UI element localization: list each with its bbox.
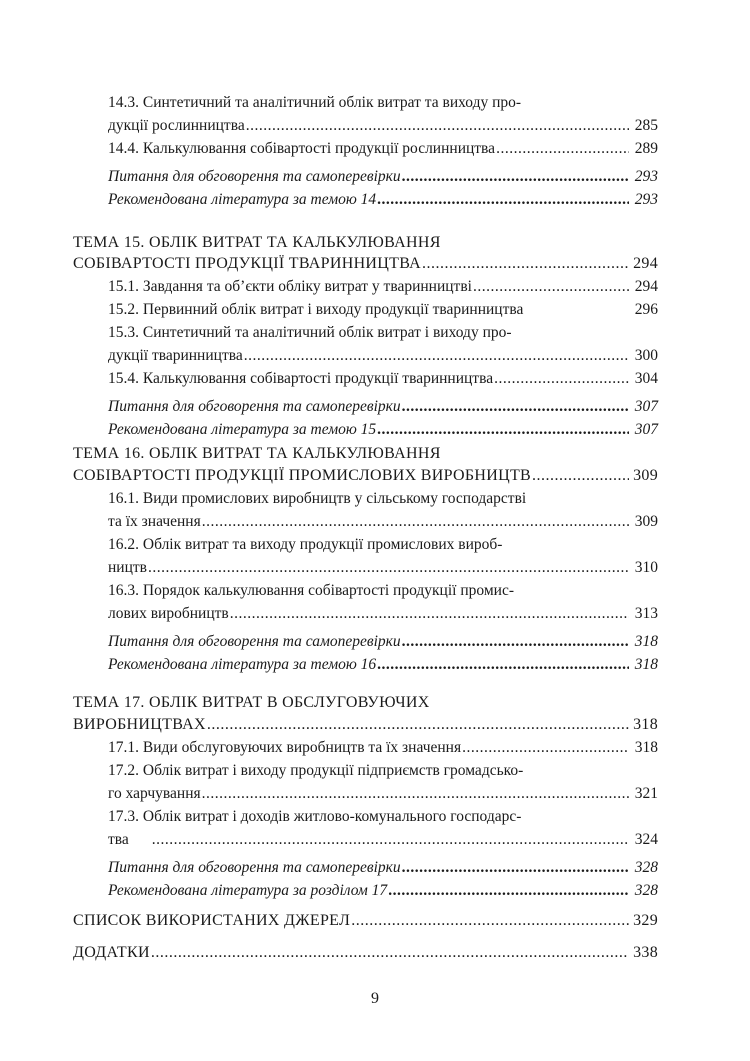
toc-entry-text: 17.1. Види обслуговуючих виробництв та їх значення [108,739,462,756]
toc-entry-17-1 [108,737,658,759]
toc-entry-17-3-line2 [108,829,658,851]
toc-theme-16-line1 [73,443,658,465]
toc-entry-text: та їх значення [108,513,201,530]
toc-page-number: 293 [634,168,658,185]
leader-dots [148,557,629,579]
toc-page-number: 328 [634,882,658,899]
toc-entry-14-3-line2 [108,115,658,137]
leader-dots [532,465,629,487]
toc-page-number: 310 [634,559,658,576]
toc-entry-text: 16.2. Облік витрат та виходу продукції промислових вироб- [108,536,503,553]
page-number: 9 [371,990,379,1007]
toc-entry-17-3-line1 [108,806,658,828]
toc-entry-text: Рекомендована література за розділом 17 [108,882,388,899]
toc-entry-text: 14.3. Синтетичний та аналітичний облік витрат та виходу про- [108,94,522,111]
leader-dots [230,603,629,625]
leader-dots [377,419,629,441]
toc-theme-16-line2 [73,465,658,487]
toc-entry-text: 17.2. Облік витрат і виходу продукції підприємств громадсько- [108,762,524,779]
leader-dots [152,829,629,851]
leader-dots [422,253,629,275]
toc-entry-text: 15.1. Завдання та об’єкти обліку витрат у тваринництві [108,278,472,295]
toc-theme-title: СОБІВАРТОСТІ ПРОДУКЦІЇ ТВАРИННИЦТВА [73,255,422,272]
toc-page-number: 328 [634,859,658,876]
toc-entry-text: дукції тваринництва [108,347,243,364]
toc-page-number: 318 [634,656,658,673]
toc-theme-15-line1 [73,232,658,254]
toc-page-number: 307 [634,398,658,415]
toc-entry-15-2 [108,299,658,321]
toc-entry-text: Рекомендована література за темою 14 [108,191,377,208]
leader-dots [377,654,629,676]
leader-dots [402,396,629,418]
toc-appendices [73,942,658,964]
toc-page-number: 289 [634,140,658,157]
toc-entry-17-2-line2 [108,783,658,805]
toc-entry-16-1-line1 [108,488,658,510]
toc-entry-text: тва [108,831,129,848]
toc-page-number: 313 [634,605,658,622]
toc-bibliography [73,910,658,932]
toc-page-number: 294 [633,255,658,272]
toc-entry-16-1-line2 [108,511,658,533]
leader-dots [388,880,629,902]
toc-page-number: 318 [634,633,658,650]
toc-entry-16-2-line1 [108,534,658,556]
toc-entry-text: 16.3. Порядок калькулювання собівартості продукції промис- [108,582,514,599]
leader-dots [351,910,629,932]
toc-page-number: 296 [634,301,658,318]
toc-page-number: 318 [633,716,658,733]
toc-page-number: 285 [634,117,658,134]
toc-entry-text: 16.1. Види промислових виробництв у сільському господарстві [108,490,527,507]
toc-page-number: 321 [634,785,658,802]
toc-entry-text: ДОДАТКИ [73,944,150,961]
leader-dots [473,276,629,298]
toc-entry-15-3-line1 [108,322,658,344]
leader-dots [202,511,629,533]
toc-entry-17-2-line1 [108,760,658,782]
toc-entry-text: 15.3. Синтетичний та аналітичний облік витрат і виходу про- [108,324,512,341]
toc-questions-15 [108,396,658,418]
toc-literature-16 [108,654,658,676]
toc-entry-text: го харчування [108,785,201,802]
toc-page-number: 307 [634,421,658,438]
toc-entry-text: 17.3. Облік витрат і доходів житлово-комунального господарс- [108,808,522,825]
leader-dots [202,783,629,805]
toc-entry-text: 15.2. Первинний облік витрат і виходу продукції тваринництва [108,301,524,318]
toc-literature-14 [108,189,658,211]
leader-dots [246,115,629,137]
leader-dots [377,189,629,211]
toc-entry-text: 14.4. Калькулювання собівартості продукції рослинництва [108,140,496,157]
toc-theme-15-line2 [73,253,658,275]
toc-page-number: 329 [633,912,658,929]
toc-questions-14 [108,166,658,188]
toc-theme-title: ВИРОБНИЦТВАХ [73,716,206,733]
toc-page-number: 293 [634,191,658,208]
leader-dots [207,714,629,736]
leader-dots [496,138,629,160]
leader-dots [402,857,629,879]
leader-dots [462,737,629,759]
toc-entry-14-4 [108,138,658,160]
toc-entry-text: лових виробництв [108,605,229,622]
toc-entry-text: Рекомендована література за темою 15 [108,421,377,438]
toc-entry-14-3-line1 [108,92,658,114]
toc-entry-text: Питання для обговорення та самоперевірки [108,859,401,876]
toc-entry-text: 15.4. Калькулювання собівартості продукції тваринництва [108,370,494,387]
toc-page-number: 318 [634,739,658,756]
toc-page-number: 304 [634,370,658,387]
leader-dots [494,368,629,390]
toc-literature-17 [108,880,658,902]
toc-page-number: 300 [634,347,658,364]
toc-entry-15-3-line2 [108,345,658,367]
leader-dots [402,166,629,188]
toc-entry-text: Питання для обговорення та самоперевірки [108,398,401,415]
toc-questions-16 [108,631,658,653]
toc-entry-15-1 [108,276,658,298]
toc-theme-title: ТЕМА 15. ОБЛІК ВИТРАТ ТА КАЛЬКУЛЮВАННЯ [73,234,441,251]
toc-entry-text: СПИСОК ВИКОРИСТАНИХ ДЖЕРЕЛ [73,912,351,929]
toc-page-number: 294 [634,278,658,295]
toc-entry-16-3-line2 [108,603,658,625]
toc-page-number: 309 [633,467,658,484]
toc-entry-text: Питання для обговорення та самоперевірки [108,633,401,650]
toc-entry-15-4 [108,368,658,390]
toc-literature-15 [108,419,658,441]
leader-dots [402,631,629,653]
toc-entry-text: ництв [108,559,147,576]
toc-entry-16-2-line2 [108,557,658,579]
toc-entry-text: Питання для обговорення та самоперевірки [108,168,401,185]
toc-theme-title: ТЕМА 16. ОБЛІК ВИТРАТ ТА КАЛЬКУЛЮВАННЯ [73,445,441,462]
toc-page-number: 338 [633,944,658,961]
toc-entry-text: дукції рослинництва [108,117,245,134]
toc-entry-text: Рекомендована література за темою 16 [108,656,377,673]
toc-page-number: 309 [634,513,658,530]
leader-dots [244,345,629,367]
toc-theme-17-line2 [73,714,658,736]
toc-entry-16-3-line1 [108,580,658,602]
leader-dots [151,942,629,964]
toc-theme-title: ТЕМА 17. ОБЛІК ВИТРАТ В ОБСЛУГОВУЮЧИХ [73,694,430,711]
toc-questions-17 [108,857,658,879]
toc-theme-title: СОБІВАРТОСТІ ПРОДУКЦІЇ ПРОМИСЛОВИХ ВИРОБНИЦТВ [73,467,531,484]
toc-page-number: 324 [634,831,658,848]
toc-theme-17-line1 [73,692,658,714]
